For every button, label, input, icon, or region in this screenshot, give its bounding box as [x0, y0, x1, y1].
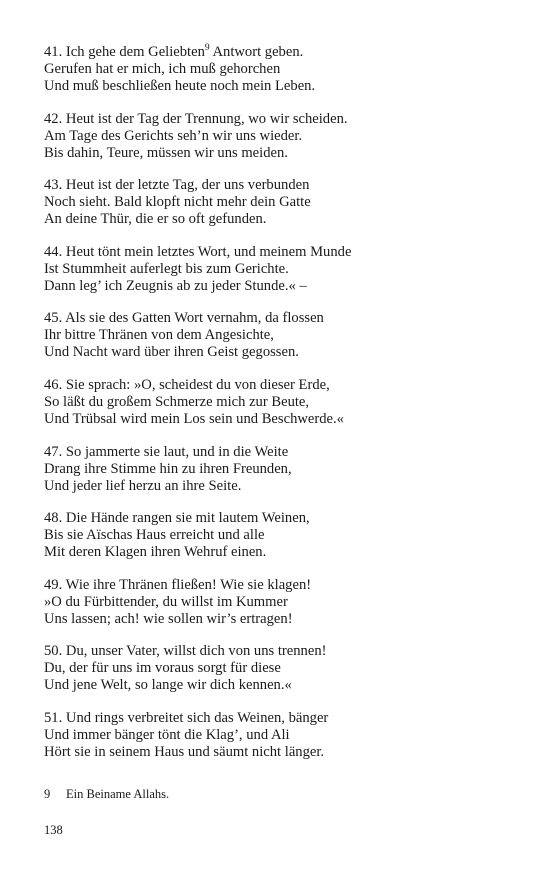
- stanza-line: »O du Fürbittender, du willst im Kummer: [44, 593, 288, 610]
- stanza-line: 46. Sie sprach: »O, scheidest du von dieser Erde,: [44, 376, 330, 393]
- poem-body: [44, 44, 514, 777]
- page-number: 138: [44, 823, 63, 837]
- stanza-line: Und Trübsal wird mein Los sein und Beschwerde.«: [44, 410, 344, 427]
- stanza-line: Mit deren Klagen ihren Wehruf einen.: [44, 544, 267, 561]
- stanza-47: [44, 444, 514, 495]
- stanza-number: 50.: [44, 643, 63, 660]
- stanza-line: 43. Heut ist der letzte Tag, der uns verbunden: [44, 177, 310, 194]
- stanza-line: Und jene Welt, so lange wir dich kennen.«: [44, 677, 292, 694]
- stanza-number: 46.: [44, 376, 63, 393]
- stanza-51: [44, 710, 514, 761]
- stanza-line: Ihr bittre Thränen von dem Angesichte,: [44, 327, 274, 344]
- stanza-line: Hört sie in seinem Haus und säumt nicht länger.: [44, 743, 325, 760]
- stanza-number: 48.: [44, 510, 63, 527]
- stanza-line: Drang ihre Stimme hin zu ihren Freunden,: [44, 460, 292, 477]
- stanza-42: [44, 111, 514, 162]
- footnote: [44, 786, 169, 802]
- stanza-46: [44, 377, 514, 428]
- footnote-number: 9: [44, 787, 51, 801]
- stanza-line: Ist Stummheit auferlegt bis zum Gerichte.: [44, 260, 289, 277]
- stanza-43: [44, 177, 514, 228]
- stanza-line: Und immer bänger tönt die Klag’, und Ali: [44, 726, 290, 743]
- stanza-line: Uns lassen; ach! wie sollen wir’s ertragen!: [44, 610, 293, 627]
- stanza-number: 43.: [44, 177, 63, 194]
- stanza-line: Dann leg’ ich Zeugnis ab zu jeder Stunde.« –: [44, 277, 307, 294]
- stanza-number: 51.: [44, 709, 63, 726]
- stanza-line: Gerufen hat er mich, ich muß gehorchen: [44, 61, 281, 77]
- stanza-number: 42.: [44, 110, 63, 127]
- stanza-line: Und jeder lief herzu an ihre Seite.: [44, 477, 242, 494]
- stanza-line: An deine Thür, die er so oft gefunden.: [44, 211, 267, 228]
- stanza-line: Am Tage des Gerichts seh’n wir uns wieder.: [44, 127, 303, 144]
- stanza-line: Bis dahin, Teure, müssen wir uns meiden.: [44, 144, 288, 161]
- stanza-line: 41. Ich gehe dem Geliebten$^9$ Antwort geben.: [44, 43, 304, 60]
- stanza-49: [44, 577, 514, 628]
- stanza-50: [44, 643, 514, 694]
- footnote-reference[interactable]: 9: [204, 43, 210, 54]
- stanza-line: 47. So jammerte sie laut, und in die Weite: [44, 443, 289, 460]
- stanza-45: [44, 310, 514, 361]
- stanza-number: 47.: [44, 443, 63, 460]
- stanza-line: 49. Wie ihre Thränen fließen! Wie sie klagen!: [44, 576, 312, 593]
- stanza-line: 42. Heut ist der Tag der Trennung, wo wir scheiden.: [44, 110, 348, 127]
- stanza-line: Noch sieht. Bald klopft nicht mehr dein Gatte: [44, 194, 311, 211]
- stanza-line: Und Nacht ward über ihren Geist gegossen.: [44, 344, 299, 361]
- stanza-line: 50. Du, unser Vater, willst dich von uns trennen!: [44, 643, 327, 660]
- stanza-line: 51. Und rings verbreitet sich das Weinen, bänger: [44, 709, 329, 726]
- stanza-line: 44. Heut tönt mein letztes Wort, und meinem Munde: [44, 243, 352, 260]
- stanza-line: Du, der für uns im voraus sorgt für diese: [44, 660, 281, 677]
- stanza-48: [44, 510, 514, 561]
- stanza-number: 41.: [44, 44, 63, 60]
- stanza-line: 45. Als sie des Gatten Wort vernahm, da flossen: [44, 310, 324, 327]
- stanza-line: Und muß beschließen heute noch mein Leben.: [44, 78, 316, 94]
- stanza-number: 44.: [44, 243, 63, 260]
- stanza-line: So läßt du großem Schmerze mich zur Beute,: [44, 393, 310, 410]
- stanza-line: Bis sie Aïschas Haus erreicht und alle: [44, 527, 265, 544]
- stanza-44: [44, 244, 514, 295]
- footnote-text: Ein Beiname Allahs.: [66, 787, 170, 801]
- stanza-number: 45.: [44, 310, 63, 327]
- stanza-number: 49.: [44, 576, 63, 593]
- stanza-41: [44, 44, 514, 95]
- stanza-line: 48. Die Hände rangen sie mit lautem Weinen,: [44, 510, 310, 527]
